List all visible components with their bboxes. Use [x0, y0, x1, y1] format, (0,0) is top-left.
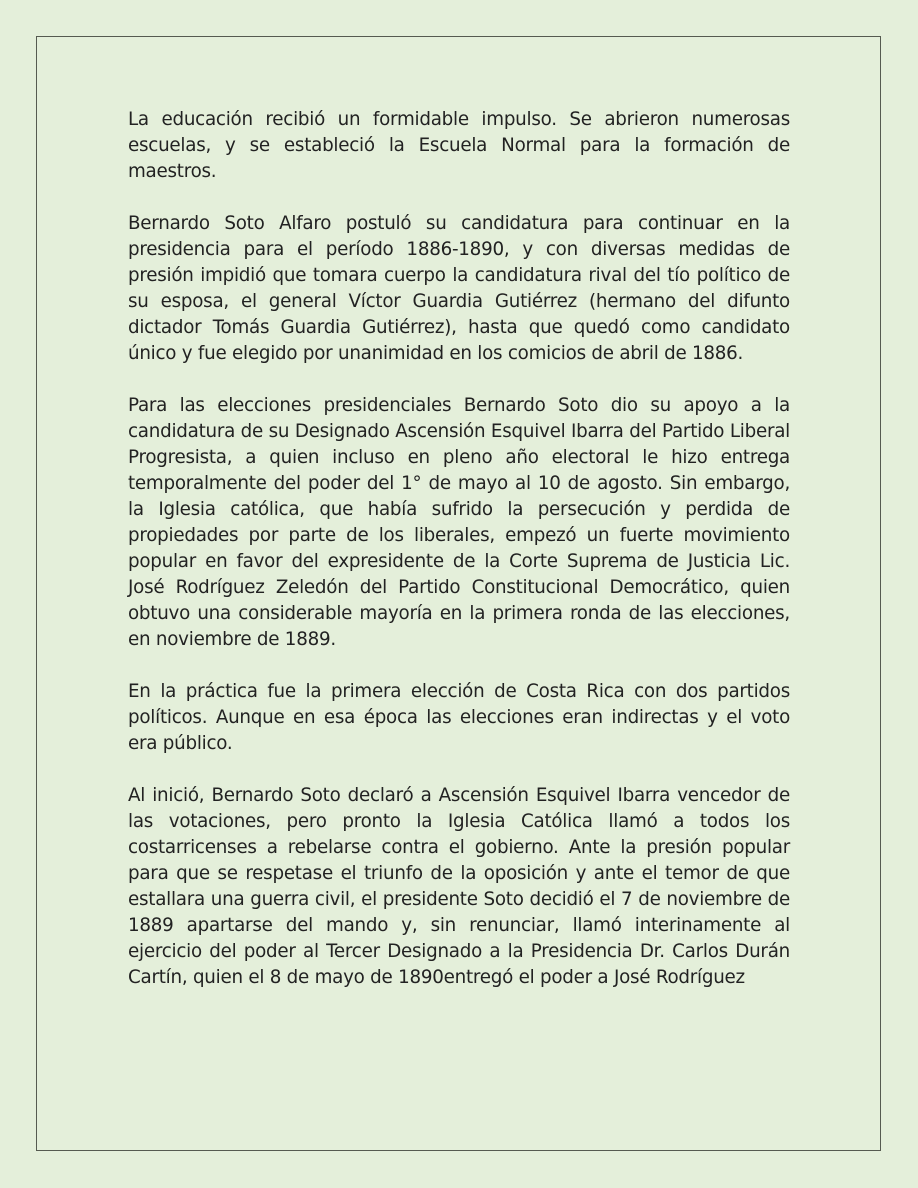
paragraph-candidacy: Bernardo Soto Alfaro postuló su candidatura para continuar en la presidencia para el período 1886-1890, y con diversas medidas de presión impidió que tomara cuerpo la candidatura rival del tío político de su esposa, el general Víctor Guardia Gutiérrez (hermano del difunto dictador Tomás Guardia Gutiérrez), hasta que quedó como candidato único y fue elegido por unanimidad en los comicios de abril de 1886. — [128, 213, 790, 364]
document-body — [128, 107, 790, 1017]
paragraph-elections: Para las elecciones presidenciales Bernardo Soto dio su apoyo a la candidatura de su Designado Ascensión Esquivel Ibarra del Partido Liberal Progresista, a quien incluso en pleno año electoral le hizo entrega temporalmente del poder del 1° de mayo al 10 de agosto. Sin embargo, la Iglesia católica, que había sufrido la persecución y perdida de propiedades por parte de los liberales, empezó un fuerte movimiento popular en favor del expresidente de la Corte Suprema de Justicia Lic. José Rodríguez Zeledón del Partido Constitucional Democrático, quien obtuvo una considerable mayoría en la primera ronda de las elecciones, en noviembre de 1889. — [128, 395, 790, 650]
paragraph-outcome: Al inició, Bernardo Soto declaró a Ascensión Esquivel Ibarra vencedor de las votaciones, pero pronto la Iglesia Católica llamó a todos los costarricenses a rebelarse contra el gobierno. Ante la presión popular para que se respetase el triunfo de la oposición y ante el temor de que estallara una guerra civil, el presidente Soto decidió el 7 de noviembre de 1889 apartarse del mando y, sin renunciar, llamó interinamente al ejercicio del poder al Tercer Designado a la Presidencia Dr. Carlos Durán Cartín, quien el 8 de mayo de 1890entregó el poder a José Rodríguez — [128, 785, 790, 988]
paragraph-two-parties: En la práctica fue la primera elección de Costa Rica con dos partidos políticos. Aunque en esa época las elecciones eran indirectas y el voto era público. — [128, 681, 790, 754]
paragraph-education: La educación recibió un formidable impulso. Se abrieron numerosas escuelas, y se estableció la Escuela Normal para la formación de maestros. — [128, 109, 790, 182]
